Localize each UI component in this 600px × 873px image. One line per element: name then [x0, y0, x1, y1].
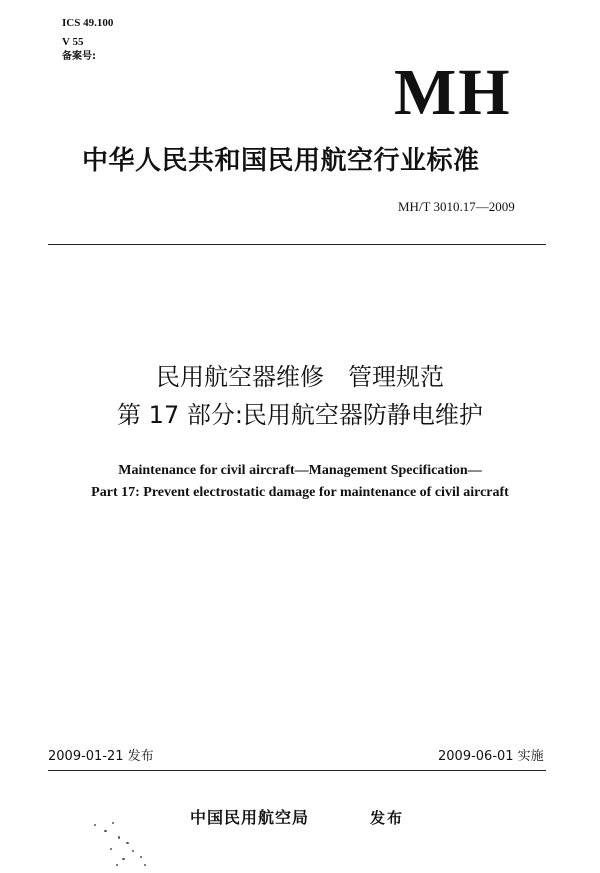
header-divider: [48, 244, 546, 245]
english-title-line-1: Maintenance for civil aircraft—Management Specification—: [118, 463, 482, 478]
issue-label: 发布: [370, 809, 405, 827]
ccs-code: V 55: [62, 36, 84, 48]
footer-divider: [48, 770, 546, 771]
scan-noise: [92, 820, 162, 870]
ics-code: ICS 49.100: [62, 17, 114, 29]
standard-logo: MH: [394, 56, 512, 129]
chinese-title-line-2: 第 17 部分:民用航空器防静电维护: [117, 401, 483, 429]
standard-number: MH/T 3010.17—2009: [398, 199, 515, 214]
record-number-label: 备案号:: [62, 51, 96, 62]
issuing-authority: 中国民用航空局: [190, 808, 310, 827]
standard-type-title: 中华人民共和国民用航空行业标准: [82, 146, 480, 176]
chinese-title-line-1: 民用航空器维修 管理规范: [156, 363, 444, 391]
implementation-date: 2009-06-01 实施: [438, 749, 544, 764]
english-title-line-2: Part 17: Prevent electrostatic damage for maintenance of civil aircraft: [91, 485, 509, 500]
publish-date: 2009-01-21 发布: [48, 749, 154, 764]
